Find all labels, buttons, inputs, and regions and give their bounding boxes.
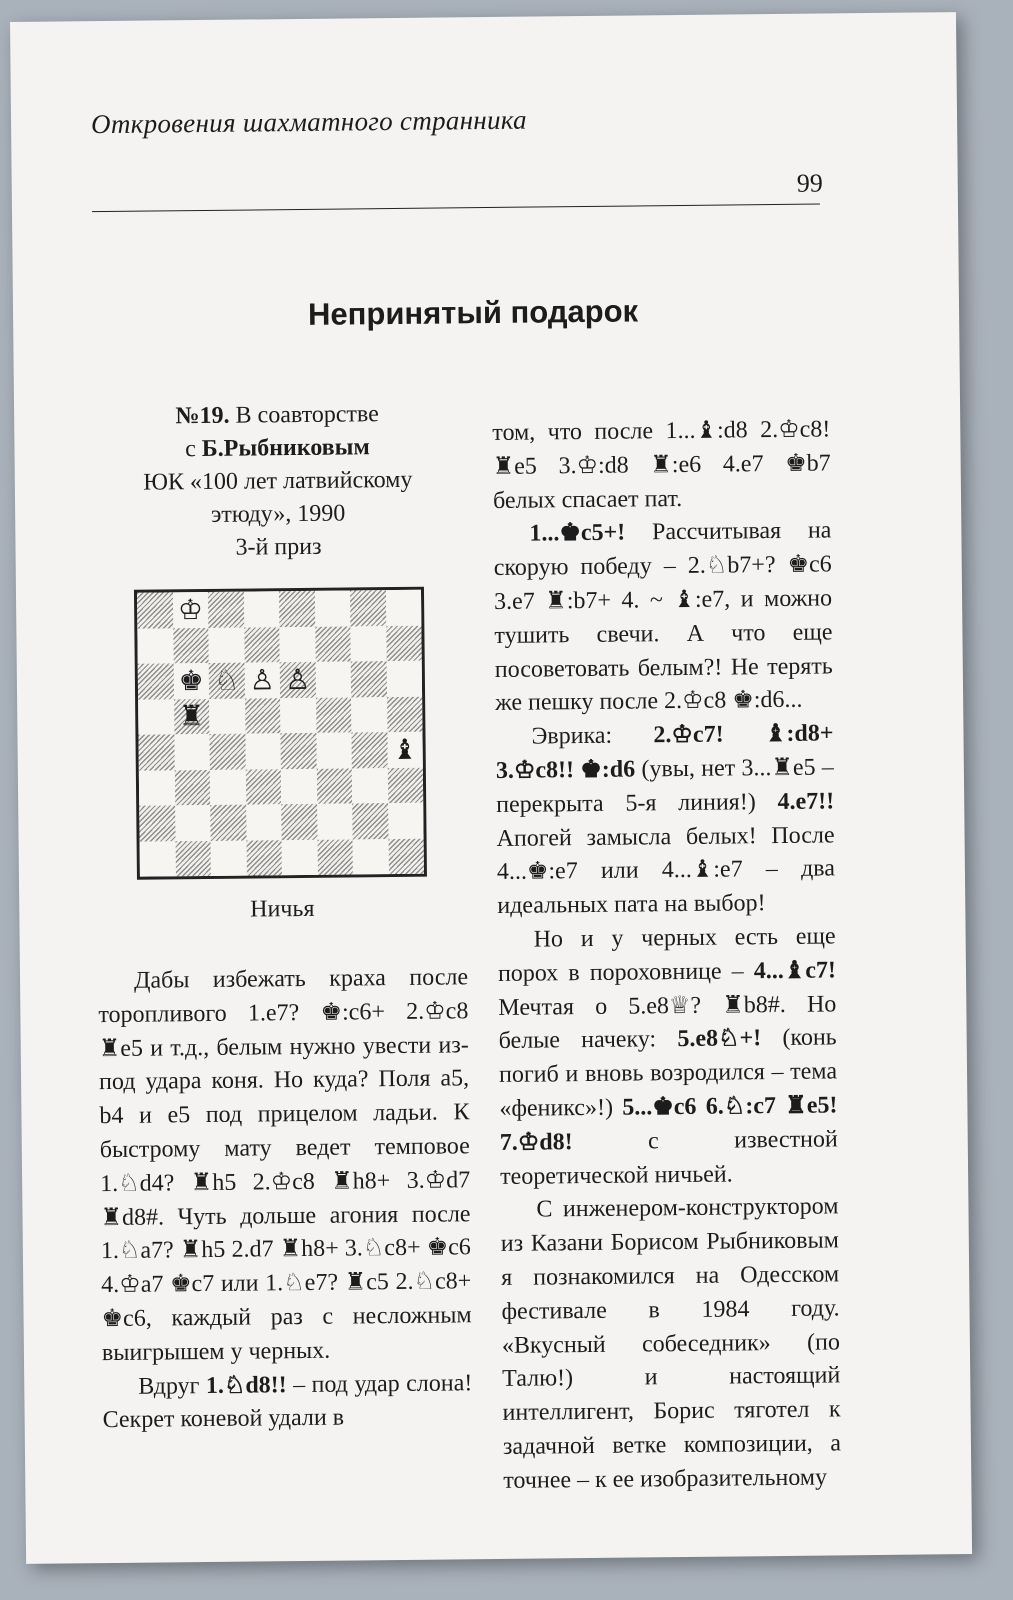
square-f4: [316, 732, 352, 768]
square-g6: [351, 661, 387, 697]
left-text: [98, 961, 473, 1438]
square-f8: [314, 590, 350, 626]
square-d6: [244, 662, 280, 698]
square-a4: [138, 734, 174, 770]
white-king-piece: ♔: [177, 592, 204, 627]
square-a2: [139, 805, 175, 841]
square-g2: [352, 803, 388, 839]
move-notation: 4...♝c7!: [753, 957, 837, 985]
study-line-1: [92, 397, 462, 434]
square-b2: [175, 805, 211, 841]
square-g1: [353, 839, 389, 875]
square-h7: [386, 625, 422, 661]
coauthor-name: Б.Рыбниковым: [201, 434, 370, 463]
chess-diagram: [134, 587, 427, 880]
coauthor-prefix: с: [185, 436, 202, 463]
square-d4: [245, 733, 281, 769]
header-rule: [92, 204, 820, 213]
right-column: [492, 413, 841, 1498]
square-h1: [388, 838, 424, 874]
square-g3: [352, 768, 388, 804]
square-a6: [138, 663, 174, 699]
square-e1: [282, 839, 318, 875]
left-column: [92, 397, 473, 1438]
text-segment: Рассчитывая на скорую победу – 2.♘b7+? ♚c6 3.e7 ♜:b7+ 4. ~ ♝:e7, и можно тушить свечи. А что еще посоветовать белым?! Не терять же пешку после 2.♔c8 ♚:d6...: [493, 517, 833, 717]
square-g7: [350, 626, 386, 662]
square-f2: [317, 803, 353, 839]
square-c6: [209, 663, 245, 699]
page-number: 99: [796, 168, 823, 198]
study-number: №19.: [175, 402, 230, 430]
move-notation: 2.♔c7! ♝:d8+ 3.♔c8!! ♚:d6: [495, 720, 834, 784]
black-rook-piece: ♜: [178, 699, 205, 733]
award: 3-й приз: [235, 533, 322, 561]
square-e4: [280, 733, 316, 769]
square-f1: [317, 839, 353, 875]
square-c2: [210, 805, 246, 841]
square-c7: [208, 627, 244, 663]
paragraph: [493, 515, 833, 721]
text-segment: С инженером-конструктором из Казани Борисом Рыбниковым я познакомился на Одесском фестивале в 1984 году. «Вкусный собеседник» (по Талю!) и настоящий интеллигент, Борис тяготел к задачной ветке композиции, а точнее – к ее изобразительному: [500, 1193, 842, 1494]
square-e7: [279, 626, 315, 662]
white-pawn-d6-piece: ♙: [249, 663, 275, 697]
square-h8: [385, 590, 421, 626]
paragraph: [102, 1367, 473, 1438]
square-e6: [280, 662, 316, 698]
square-f6: [315, 661, 351, 697]
square-d7: [244, 627, 280, 663]
square-a8: [137, 592, 173, 628]
square-h5: [387, 696, 423, 732]
move-notation: 1...♚c5+!: [529, 519, 626, 547]
square-e5: [280, 697, 316, 733]
chapter-title: Непринятый подарок: [307, 293, 639, 332]
square-b6: [173, 663, 209, 699]
square-a3: [139, 770, 175, 806]
text-segment: – под удар слона! Секрет коневой удали в: [102, 1369, 473, 1434]
square-c5: [209, 698, 245, 734]
move-notation: 5.e8♘+!: [677, 1025, 762, 1053]
square-g4: [351, 732, 387, 768]
square-e2: [281, 804, 317, 840]
square-d3: [245, 769, 281, 805]
white-pawn-e6-piece: ♙: [284, 662, 311, 696]
running-title: Откровения шахматного странника: [90, 104, 528, 140]
move-notation: 4.e7!!: [777, 788, 835, 815]
square-h2: [388, 803, 424, 839]
book-page: [10, 12, 972, 1564]
text-segment: том, что после 1...♝:d8 2.♔c8! ♜e5 3.♔:d8 ♜:e6 4.e7 ♚b7 белых спасает пат.: [492, 416, 831, 514]
black-bishop-piece: ♝: [392, 732, 418, 766]
text-segment: Но и у черных есть еще порох в пороховнице –: [497, 923, 836, 987]
square-f7: [315, 626, 351, 662]
square-b7: [173, 627, 209, 663]
square-c4: [209, 734, 245, 770]
text-segment: Вдруг: [138, 1372, 207, 1400]
square-b3: [174, 769, 210, 805]
paragraph: [495, 718, 835, 924]
move-notation: 1.♘d8!!: [205, 1371, 287, 1399]
square-d5: [245, 698, 281, 734]
white-knight-piece: ♘: [213, 663, 240, 697]
square-f3: [316, 768, 352, 804]
study-result: Ничья: [250, 895, 315, 923]
square-b8: [172, 592, 208, 628]
text-segment: Апогей замысла белых! После 4...♚:e7 или 4...♝:e7 – два идеальных пата на выбор!: [496, 821, 836, 920]
square-h3: [387, 767, 423, 803]
square-b1: [175, 840, 211, 876]
square-a5: [138, 699, 174, 735]
square-g8: [350, 590, 386, 626]
square-c3: [210, 769, 246, 805]
study-heading: [92, 397, 464, 566]
text-segment: Мечтая о 5.e8♕? ♜b8#. Но белые начеку:: [498, 990, 837, 1055]
square-g5: [351, 697, 387, 733]
chess-board: [134, 587, 427, 880]
paragraph: [497, 920, 838, 1194]
study-line-2: [92, 430, 462, 467]
move-notation: 5...♚c6 6.♘:c7 ♜e5! 7.♔d8!: [499, 1092, 838, 1156]
text-segment: Дабы избежать краха после торопливого 1.e7? ♚:c6+ 2.♔c8 ♜e5 и т.д., белым нужно увести из-под удара коня. Но куда? Поля a5, b4 и e5 под прицелом ладьи. К быстрому мату ведет темповое 1.♘d4? ♜h5 2.♔c8 ♜h8+ 3.♔d7 ♜d8#. Чуть дольше агония после 1.♘a7? ♜h5 2.d7 ♜h8+ 3.♘c8+ ♚c6 4.♔a7 ♚c7 или 1.♘e7? ♜c5 2.♘c8+ ♚c6, каждый раз с несложным выигрышем у черных.: [98, 964, 472, 1366]
text-segment: (конь погиб и вновь возродился – тема «феникс»!): [498, 1024, 838, 1122]
square-d8: [243, 591, 279, 627]
square-d1: [246, 840, 282, 876]
tourney-name: ЮК «100 лет латвийскому этюду», 1990: [143, 466, 413, 528]
study-coauthorship: В соавторстве: [229, 401, 379, 429]
paragraph: [500, 1191, 841, 1499]
square-c8: [208, 592, 244, 628]
text-segment: с известной теоретической ничьей.: [499, 1126, 838, 1190]
square-h4: [387, 732, 423, 768]
square-e3: [281, 768, 317, 804]
square-h6: [386, 661, 422, 697]
black-king-piece: ♚: [178, 663, 204, 698]
paragraph: [492, 413, 831, 518]
square-c1: [211, 840, 247, 876]
square-b4: [174, 734, 210, 770]
text-segment: (увы, нет 3...♜e5 – перекрыта 5-я линия!): [496, 754, 834, 818]
paragraph: [98, 961, 472, 1370]
square-a1: [140, 841, 176, 877]
square-b5: [174, 698, 210, 734]
square-d2: [246, 804, 282, 840]
square-f5: [316, 697, 352, 733]
square-e8: [279, 591, 315, 627]
square-a7: [137, 628, 173, 664]
text-segment: Эврика:: [531, 722, 654, 750]
